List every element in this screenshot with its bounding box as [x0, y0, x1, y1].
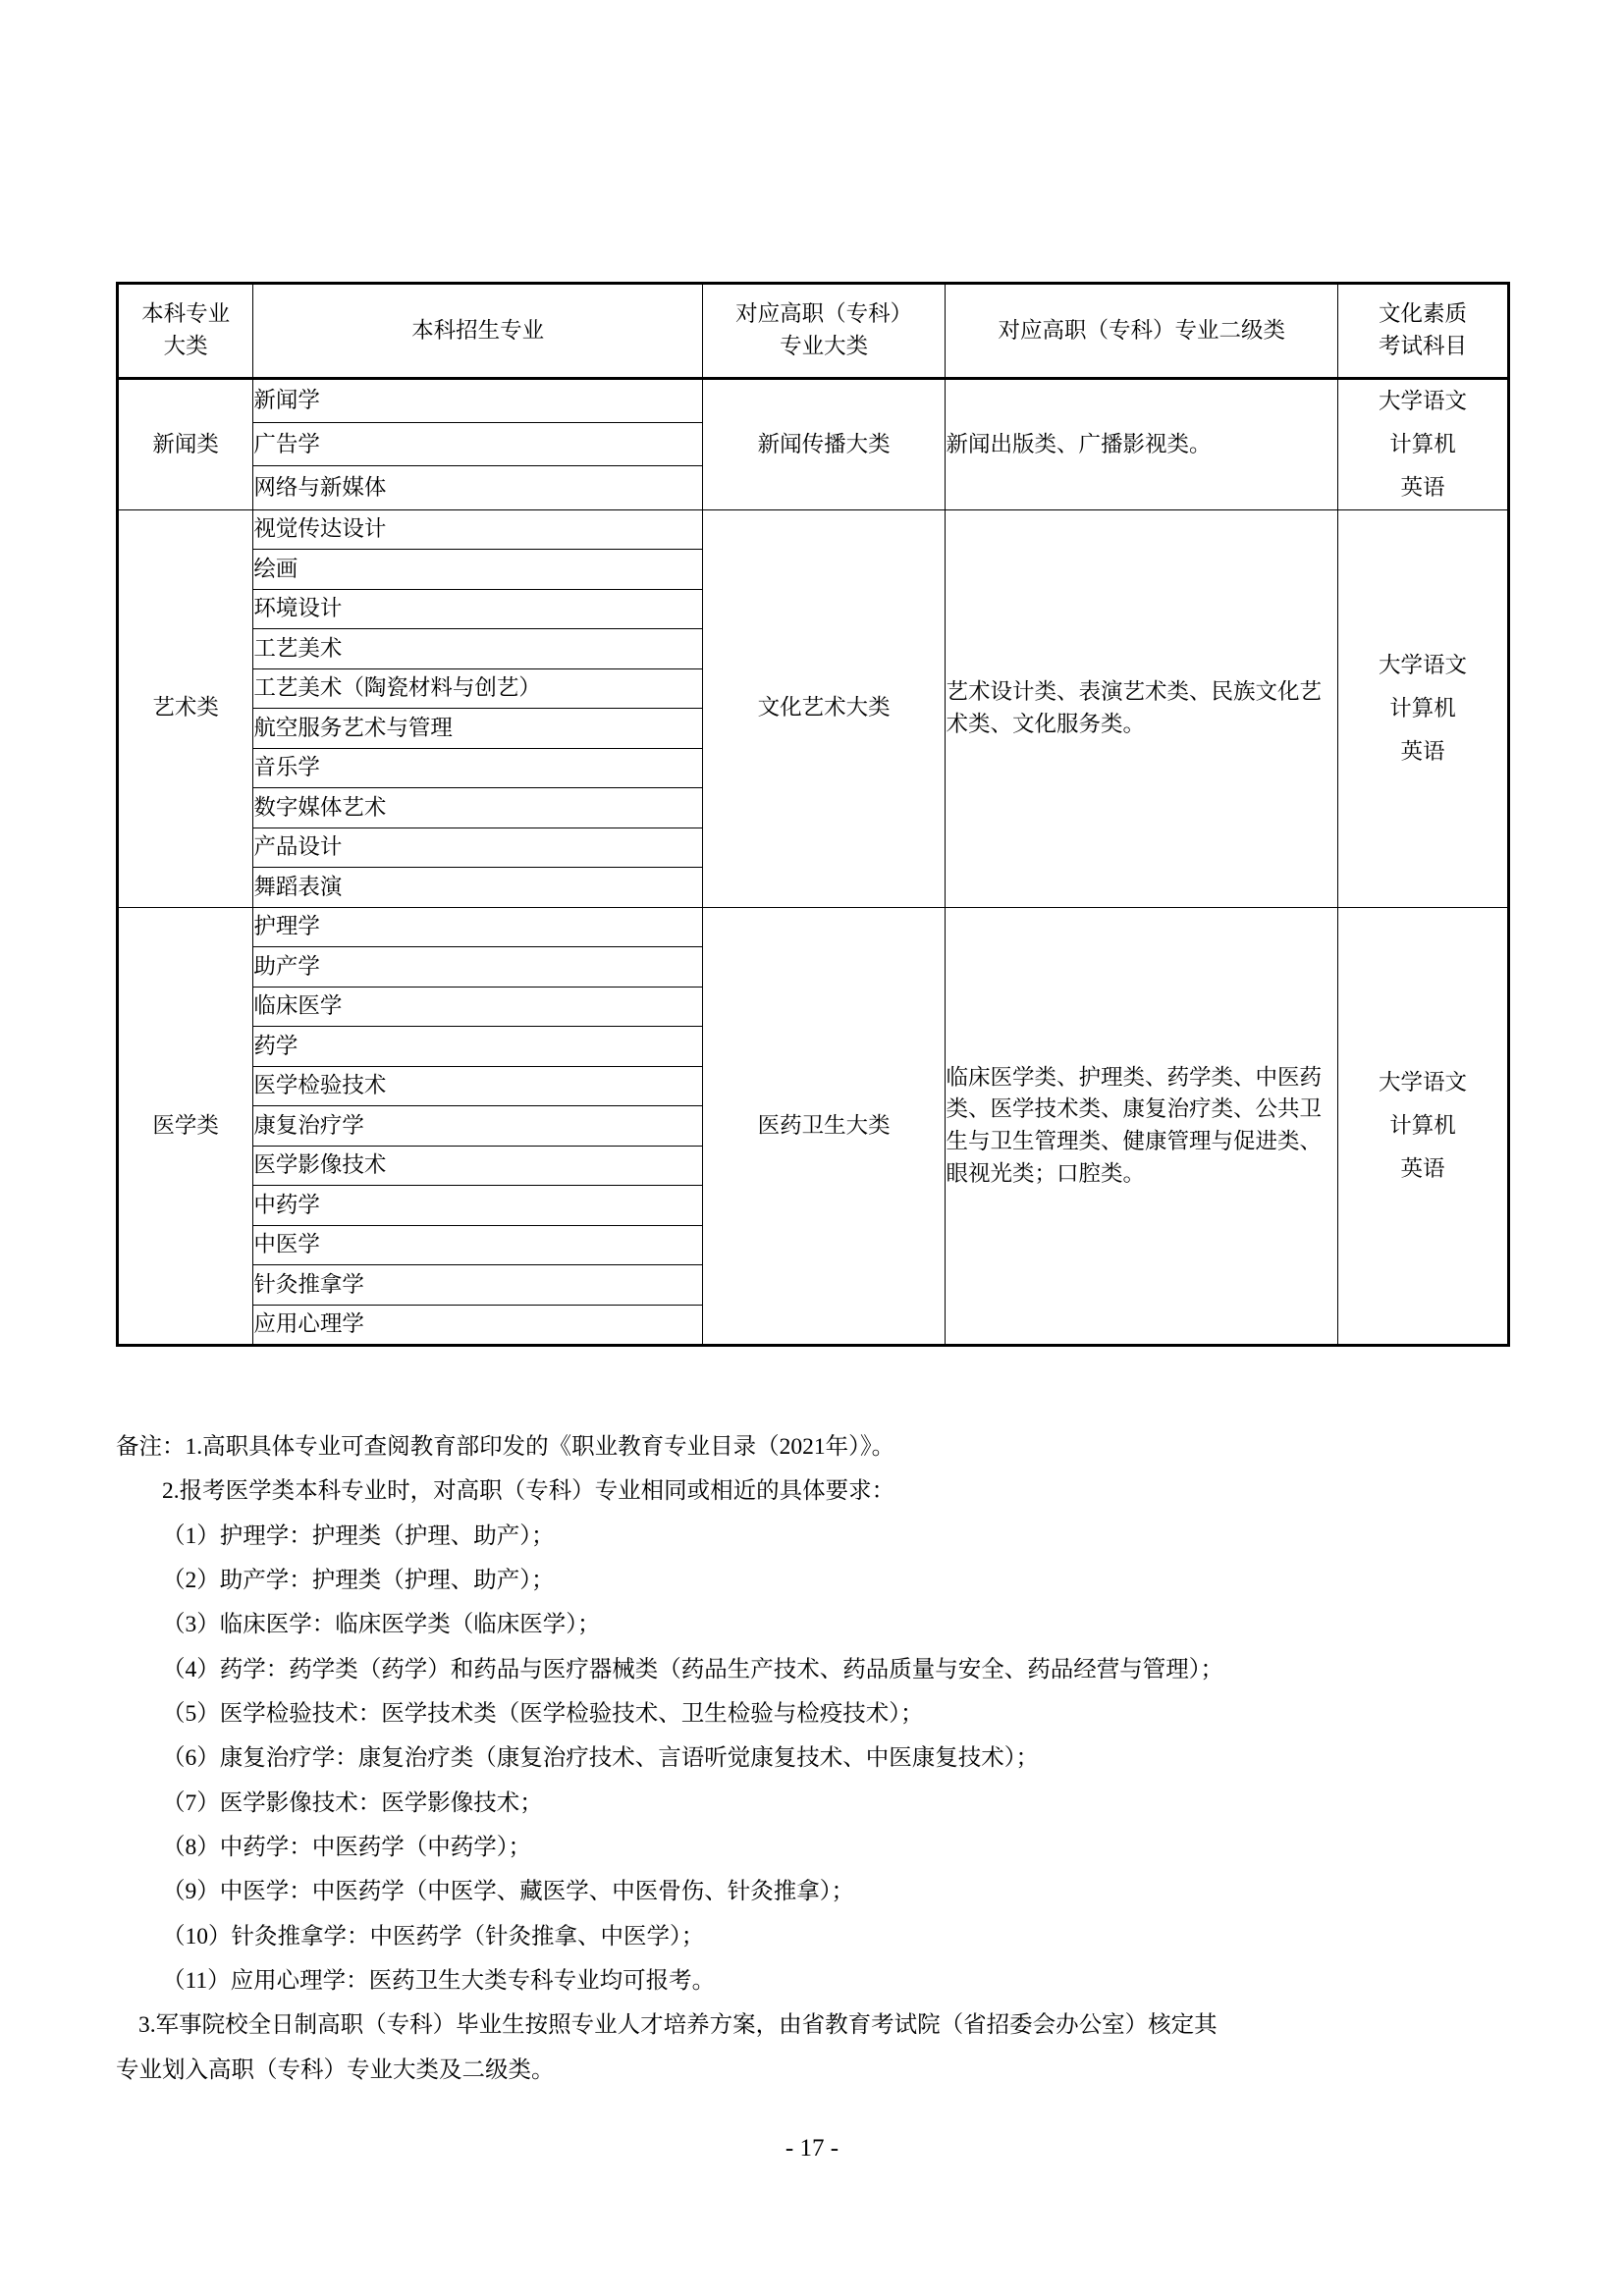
cell-exam-subjects	[1337, 509, 1508, 907]
table-row	[118, 509, 1509, 550]
cell-undergrad-major: 临床医学	[253, 987, 702, 1027]
header-line: 本科招生专业	[411, 317, 545, 343]
note-item: （5）医学检验技术：医学技术类（医学检验技术、卫生检验与检疫技术）；	[162, 1701, 924, 1728]
cell-undergrad-major: 助产学	[253, 947, 702, 988]
note-line-1: 备注：1.高职具体专业可查阅教育部印发的《职业教育专业目录（2021年）》。	[116, 1434, 895, 1460]
cell-undergrad-major: 舞蹈表演	[253, 868, 702, 908]
cell-undergrad-major: 医学影像技术	[253, 1146, 702, 1186]
header-line: 专业大类	[780, 334, 869, 358]
exam-subject-line: 计算机	[1389, 431, 1456, 456]
cell-undergrad-major: 视觉传达设计	[253, 509, 702, 550]
table-row	[118, 379, 1509, 423]
cell-undergrad-major: 针灸推拿学	[253, 1265, 702, 1306]
header-line: 考试科目	[1378, 334, 1467, 358]
note-item: （8）中药学：中医药学（中药学）；	[162, 1835, 531, 1861]
cell-undergrad-major: 护理学	[253, 907, 702, 947]
exam-subject-line: 大学语文	[1378, 389, 1467, 413]
cell-undergrad-category: 新闻类	[118, 379, 253, 510]
exam-subject-line: 英语	[1400, 474, 1445, 500]
cell-undergrad-major: 康复治疗学	[253, 1106, 702, 1147]
cell-undergrad-major: 产品设计	[253, 828, 702, 868]
header-line: 对应高职（专科）专业二级类	[998, 317, 1285, 343]
column-header-undergrad-category	[118, 284, 253, 379]
cell-undergrad-major: 网络与新媒体	[253, 466, 702, 509]
cell-undergrad-major: 工艺美术	[253, 629, 702, 669]
note-line-3a: 3.军事院校全日制高职（专科）毕业生按照专业人才培养方案，由省教育考试院（省招委会办公室）核定其	[138, 2012, 1218, 2039]
notes-section	[116, 1425, 1510, 2093]
cell-undergrad-major: 药学	[253, 1027, 702, 1067]
cell-exam-subjects	[1337, 379, 1508, 510]
exam-subject-line: 英语	[1400, 738, 1445, 764]
cell-undergrad-major: 数字媒体艺术	[253, 788, 702, 828]
note-item: （3）临床医学：临床医学类（临床医学）；	[162, 1612, 601, 1638]
cell-exam-subjects	[1337, 907, 1508, 1346]
cell-undergrad-major: 音乐学	[253, 748, 702, 788]
table-body	[118, 379, 1509, 1346]
note-items-list	[116, 1515, 1510, 2004]
column-header-vocational-category	[702, 284, 946, 379]
header-line: 本科专业	[141, 301, 231, 327]
page-number: - 17 -	[785, 2135, 839, 2162]
cell-undergrad-major: 中药学	[253, 1186, 702, 1226]
cell-undergrad-major: 工艺美术（陶瓷材料与创艺）	[253, 668, 702, 709]
cell-undergrad-major: 绘画	[253, 550, 702, 590]
cell-undergrad-major: 广告学	[253, 423, 702, 466]
note-item: （10）针灸推拿学：中医药学（针灸推拿、中医学）；	[162, 1923, 705, 1949]
exam-subject-line: 大学语文	[1378, 652, 1467, 677]
note-item: （11）应用心理学：医药卫生大类专科专业均可报考。	[162, 1968, 716, 1995]
note-item: （6）康复治疗学：康复治疗类（康复治疗技术、言语听觉康复技术、中医康复技术）；	[162, 1745, 1039, 1772]
header-line: 文化素质	[1378, 301, 1467, 327]
majors-table-container	[116, 282, 1510, 1347]
cell-undergrad-major: 新闻学	[253, 379, 702, 423]
column-header-exam-subjects	[1337, 284, 1508, 379]
cell-undergrad-major: 航空服务艺术与管理	[253, 709, 702, 749]
exam-subject-line: 计算机	[1389, 1112, 1456, 1138]
table-header-row	[118, 284, 1509, 379]
table-row	[118, 907, 1509, 947]
cell-vocational-category: 新闻传播大类	[702, 379, 946, 510]
cell-undergrad-major: 中医学	[253, 1225, 702, 1265]
column-header-undergrad-major	[253, 284, 702, 379]
note-item: （7）医学影像技术：医学影像技术；	[162, 1789, 543, 1816]
cell-secondary-categories: 艺术设计类、表演艺术类、民族文化艺术类、文化服务类。	[946, 509, 1337, 907]
cell-undergrad-major: 环境设计	[253, 589, 702, 629]
cell-undergrad-category: 艺术类	[118, 509, 253, 907]
note-item: （1）护理学：护理类（护理、助产）；	[162, 1522, 555, 1549]
column-header-secondary-category	[946, 284, 1337, 379]
cell-undergrad-category: 医学类	[118, 907, 253, 1346]
cell-vocational-category: 文化艺术大类	[702, 509, 946, 907]
cell-undergrad-major: 医学检验技术	[253, 1066, 702, 1106]
cell-vocational-category: 医药卫生大类	[702, 907, 946, 1346]
exam-subject-line: 英语	[1400, 1155, 1445, 1181]
note-item: （9）中医学：中医药学（中医学、藏医学、中医骨伤、针灸推拿）；	[162, 1879, 854, 1905]
header-line: 大类	[163, 334, 208, 358]
majors-table	[116, 282, 1510, 1347]
cell-secondary-categories: 新闻出版类、广播影视类。	[946, 379, 1337, 510]
exam-subject-line: 计算机	[1389, 695, 1456, 721]
cell-secondary-categories: 临床医学类、护理类、药学类、中医药类、医学技术类、康复治疗类、公共卫生与卫生管理类、健康管理与促进类、眼视光类；口腔类。	[946, 907, 1337, 1346]
exam-subject-line: 大学语文	[1378, 1070, 1467, 1095]
note-line-2: 2.报考医学类本科专业时，对高职（专科）专业相同或相近的具体要求：	[162, 1478, 895, 1505]
note-item: （2）助产学：护理类（护理、助产）；	[162, 1568, 555, 1594]
header-line: 对应高职（专科）	[735, 301, 913, 327]
cell-undergrad-major: 应用心理学	[253, 1305, 702, 1346]
note-line-3b: 专业划入高职（专科）专业大类及二级类。	[116, 2056, 555, 2083]
note-item: （4）药学：药学类（药学）和药品与医疗器械类（药品生产技术、药品质量与安全、药品经营与管理）；	[162, 1656, 1223, 1682]
table-header	[118, 284, 1509, 379]
